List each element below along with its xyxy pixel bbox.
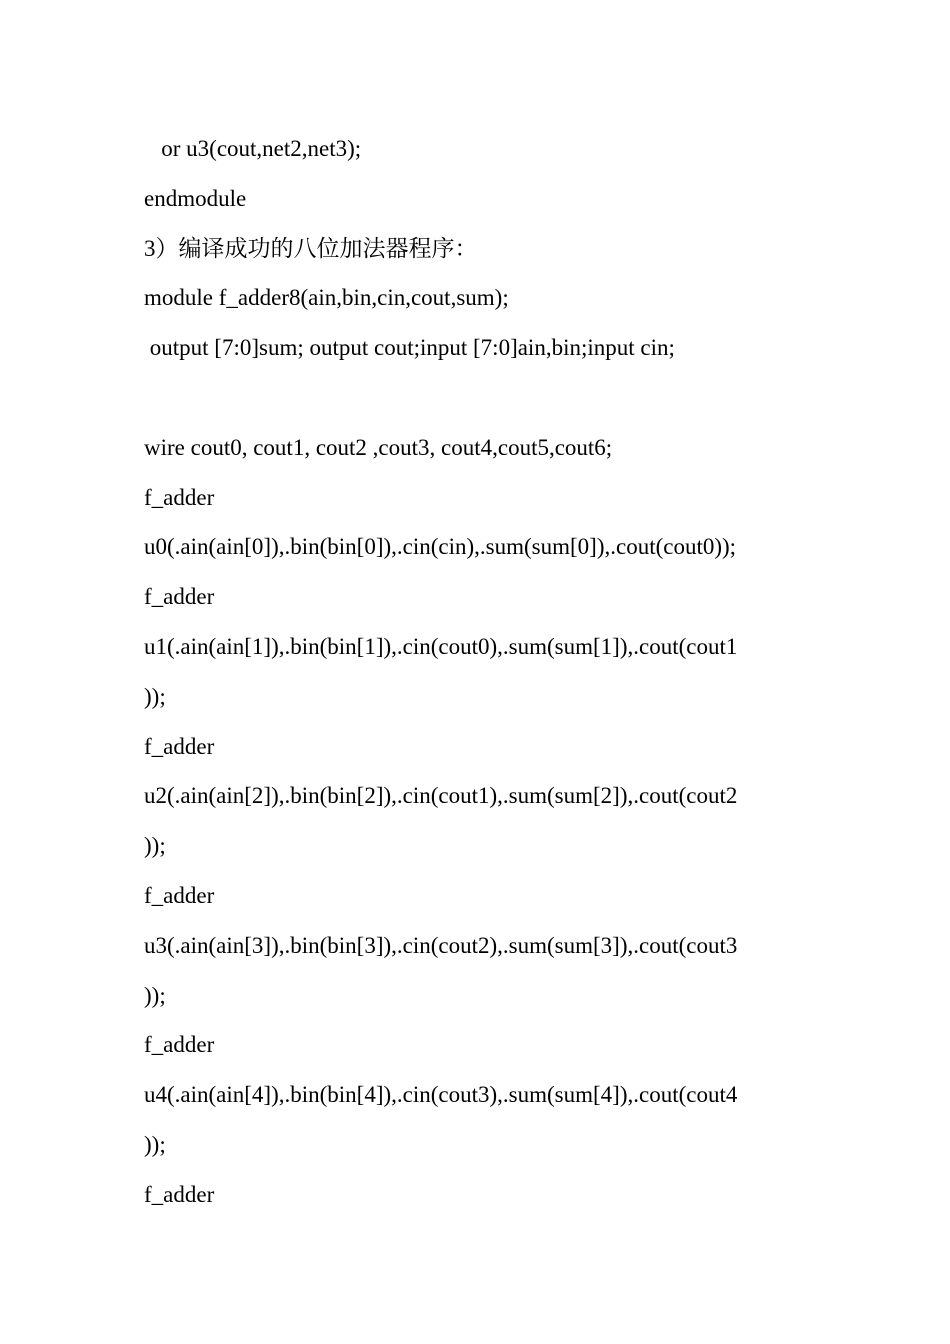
code-line-instance-type: f_adder bbox=[144, 584, 215, 610]
code-line-endmodule: endmodule bbox=[144, 185, 247, 211]
code-line-instance-type: f_adder bbox=[144, 1181, 215, 1207]
code-line-instance-u3: u3(.ain(ain[3]),.bin(bin[3]),.cin(cout2),.sum(sum[3]),.cout(cout3 bbox=[144, 932, 738, 958]
code-line-instance-end: )); bbox=[144, 1131, 166, 1157]
code-line-port-declarations: output [7:0]sum; output cout;input [7:0]ain,bin;input cin; bbox=[144, 335, 675, 361]
code-line-wire-declaration: wire cout0, cout1, cout2 ,cout3, cout4,cout5,cout6; bbox=[144, 434, 613, 460]
section-heading: 3）编译成功的八位加法器程序： bbox=[144, 235, 478, 261]
code-line-instance-type: f_adder bbox=[144, 1032, 215, 1058]
code-line-instance-type: f_adder bbox=[144, 882, 215, 908]
code-line-instance-u4: u4(.ain(ain[4]),.bin(bin[4]),.cin(cout3),.sum(sum[4]),.cout(cout4 bbox=[144, 1082, 738, 1108]
code-line-instance-type: f_adder bbox=[144, 484, 215, 510]
code-line-instance-u1: u1(.ain(ain[1]),.bin(bin[1]),.cin(cout0),.sum(sum[1]),.cout(cout1 bbox=[144, 633, 738, 659]
code-line-instance-type: f_adder bbox=[144, 733, 215, 759]
blank-line bbox=[144, 373, 824, 423]
code-line-instance-end: )); bbox=[144, 982, 166, 1008]
verilog-code-text bbox=[144, 124, 824, 1220]
code-line-instance-u2: u2(.ain(ain[2]),.bin(bin[2]),.cin(cout1),.sum(sum[2]),.cout(cout2 bbox=[144, 783, 738, 809]
code-line-instance-u0: u0(.ain(ain[0]),.bin(bin[0]),.cin(cin),.sum(sum[0]),.cout(cout0)); bbox=[144, 534, 737, 560]
code-line-module-declaration: module f_adder8(ain,bin,cin,cout,sum); bbox=[144, 285, 509, 311]
code-line-instance-end: )); bbox=[144, 833, 166, 859]
code-line-instance-end: )); bbox=[144, 683, 166, 709]
code-line-or-gate: or u3(cout,net2,net3); bbox=[144, 136, 362, 161]
